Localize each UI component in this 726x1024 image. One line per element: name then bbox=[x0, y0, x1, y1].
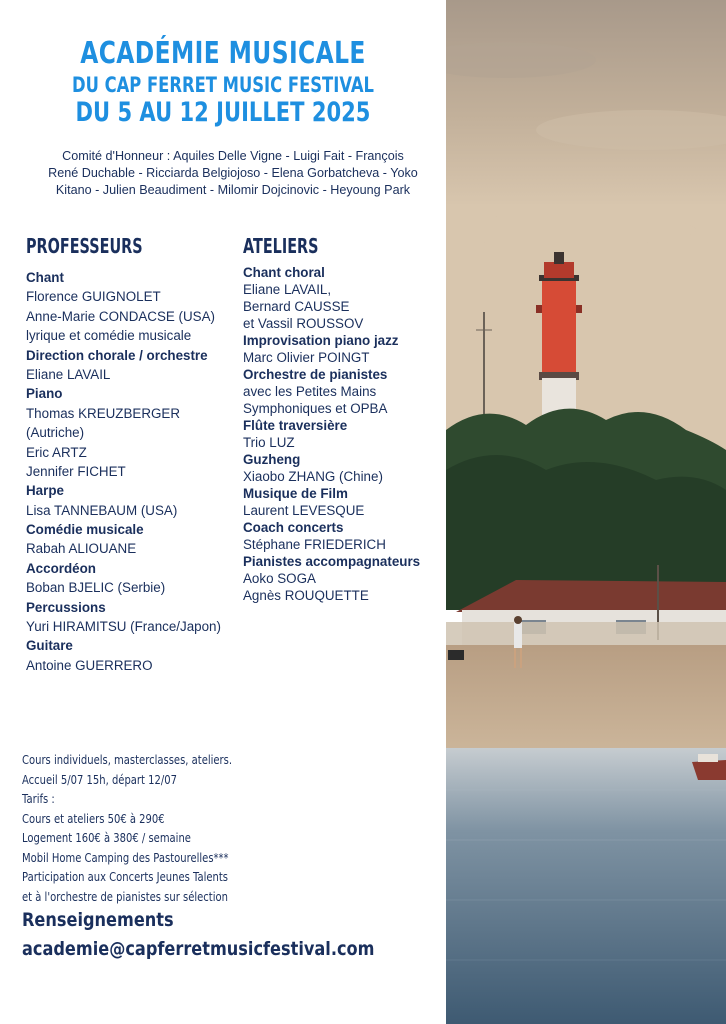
info-line: et à l'orchestre de pianistes sur sélection bbox=[22, 888, 228, 904]
info-line: Participation aux Concerts Jeunes Talents bbox=[22, 869, 228, 884]
lighthouse-photo bbox=[446, 0, 726, 1024]
list-item: lyrique et comédie musicale bbox=[26, 328, 192, 344]
list-item: Trio LUZ bbox=[243, 435, 295, 450]
list-item: (Autriche) bbox=[26, 425, 85, 441]
list-item: Coach concerts bbox=[243, 520, 344, 535]
list-item: Aoko SOGA bbox=[243, 571, 316, 586]
ateliers-heading: ATELIERS bbox=[243, 234, 319, 258]
info-line: Accueil 5/07 15h, départ 12/07 bbox=[22, 771, 177, 787]
list-item: Orchestre de pianistes bbox=[243, 367, 388, 382]
professeurs-heading: PROFESSEURS bbox=[26, 234, 143, 258]
festival-dates: DU 5 AU 12 JUILLET 2025 bbox=[75, 97, 371, 128]
list-item: Eliane LAVAIL bbox=[26, 366, 111, 382]
list-item: et Vassil ROUSSOV bbox=[243, 316, 364, 331]
list-item: Symphoniques et OPBA bbox=[243, 401, 388, 416]
list-item: Agnès ROUQUETTE bbox=[243, 588, 369, 603]
list-item: Chant bbox=[26, 270, 64, 285]
list-item: Anne-Marie CONDACSE (USA) bbox=[26, 308, 215, 324]
info-block bbox=[22, 750, 232, 906]
list-item: Lisa TANNEBAUM (USA) bbox=[26, 502, 178, 518]
list-item: Percussions bbox=[26, 599, 106, 615]
list-item: Guitare bbox=[26, 638, 73, 654]
list-item: Xiaobo ZHANG (Chine) bbox=[243, 469, 383, 484]
list-item: Jennifer FICHET bbox=[26, 463, 126, 479]
info-line: Logement 160€ à 380€ / semaine bbox=[22, 830, 191, 845]
info-line: Tarifs : bbox=[22, 791, 55, 806]
list-item: Laurent LEVESQUE bbox=[243, 503, 365, 518]
list-item: Boban BJELIC (Serbie) bbox=[26, 580, 166, 596]
ateliers-list bbox=[243, 264, 420, 604]
list-item: Piano bbox=[26, 386, 63, 402]
list-item: Rabah ALIOUANE bbox=[26, 541, 137, 557]
list-item: Bernard CAUSSE bbox=[243, 299, 350, 314]
info-line: Cours individuels, masterclasses, ateliers. bbox=[22, 752, 233, 767]
list-item: Comédie musicale bbox=[26, 522, 144, 538]
honneur-line: Comité d'Honneur : Aquiles Delle Vigne - Luigi Fait - François bbox=[62, 149, 404, 163]
list-item: Yuri HIRAMITSU (France/Japon) bbox=[26, 619, 221, 635]
info-line: Mobil Home Camping des Pastourelles*** bbox=[22, 849, 229, 865]
list-item: Eliane LAVAIL, bbox=[243, 282, 332, 297]
contact-block bbox=[22, 906, 374, 964]
list-item: Pianistes accompagnateurs bbox=[243, 554, 421, 569]
list-item: Accordéon bbox=[26, 560, 96, 576]
title-block bbox=[0, 36, 446, 128]
list-item: Antoine GUERRERO bbox=[26, 657, 153, 673]
list-item: Direction chorale / orchestre bbox=[26, 347, 208, 363]
list-item: Musique de Film bbox=[243, 486, 348, 501]
honneur-line: Kitano - Julien Beaudiment - Milomir Dojcinovic - Heyoung Park bbox=[55, 183, 411, 197]
festival-subtitle: DU CAP FERRET MUSIC FESTIVAL bbox=[71, 73, 375, 97]
list-item: Chant choral bbox=[243, 265, 325, 280]
honneur-line: René Duchable - Ricciarda Belgiojoso - Elena Gorbatcheva - Yoko bbox=[48, 166, 418, 180]
info-line: Cours et ateliers 50€ à 290€ bbox=[22, 810, 165, 826]
contact-heading: Renseignements bbox=[22, 909, 174, 931]
comite-honneur bbox=[30, 148, 436, 199]
list-item: Stéphane FRIEDERICH bbox=[243, 537, 386, 552]
professeurs-list bbox=[26, 268, 221, 675]
list-item: Marc Olivier POINGT bbox=[243, 350, 370, 365]
contact-email[interactable]: academie@capferretmusicfestival.com bbox=[22, 938, 375, 960]
list-item: Harpe bbox=[26, 483, 64, 499]
list-item: Eric ARTZ bbox=[26, 444, 87, 460]
main-title: ACADÉMIE MUSICALE bbox=[80, 36, 366, 71]
list-item: avec les Petites Mains bbox=[243, 384, 377, 399]
list-item: Improvisation piano jazz bbox=[243, 333, 399, 348]
list-item: Flûte traversière bbox=[243, 418, 348, 433]
list-item: Florence GUIGNOLET bbox=[26, 289, 161, 305]
list-item: Guzheng bbox=[243, 452, 301, 467]
list-item: Thomas KREUZBERGER bbox=[26, 405, 181, 421]
